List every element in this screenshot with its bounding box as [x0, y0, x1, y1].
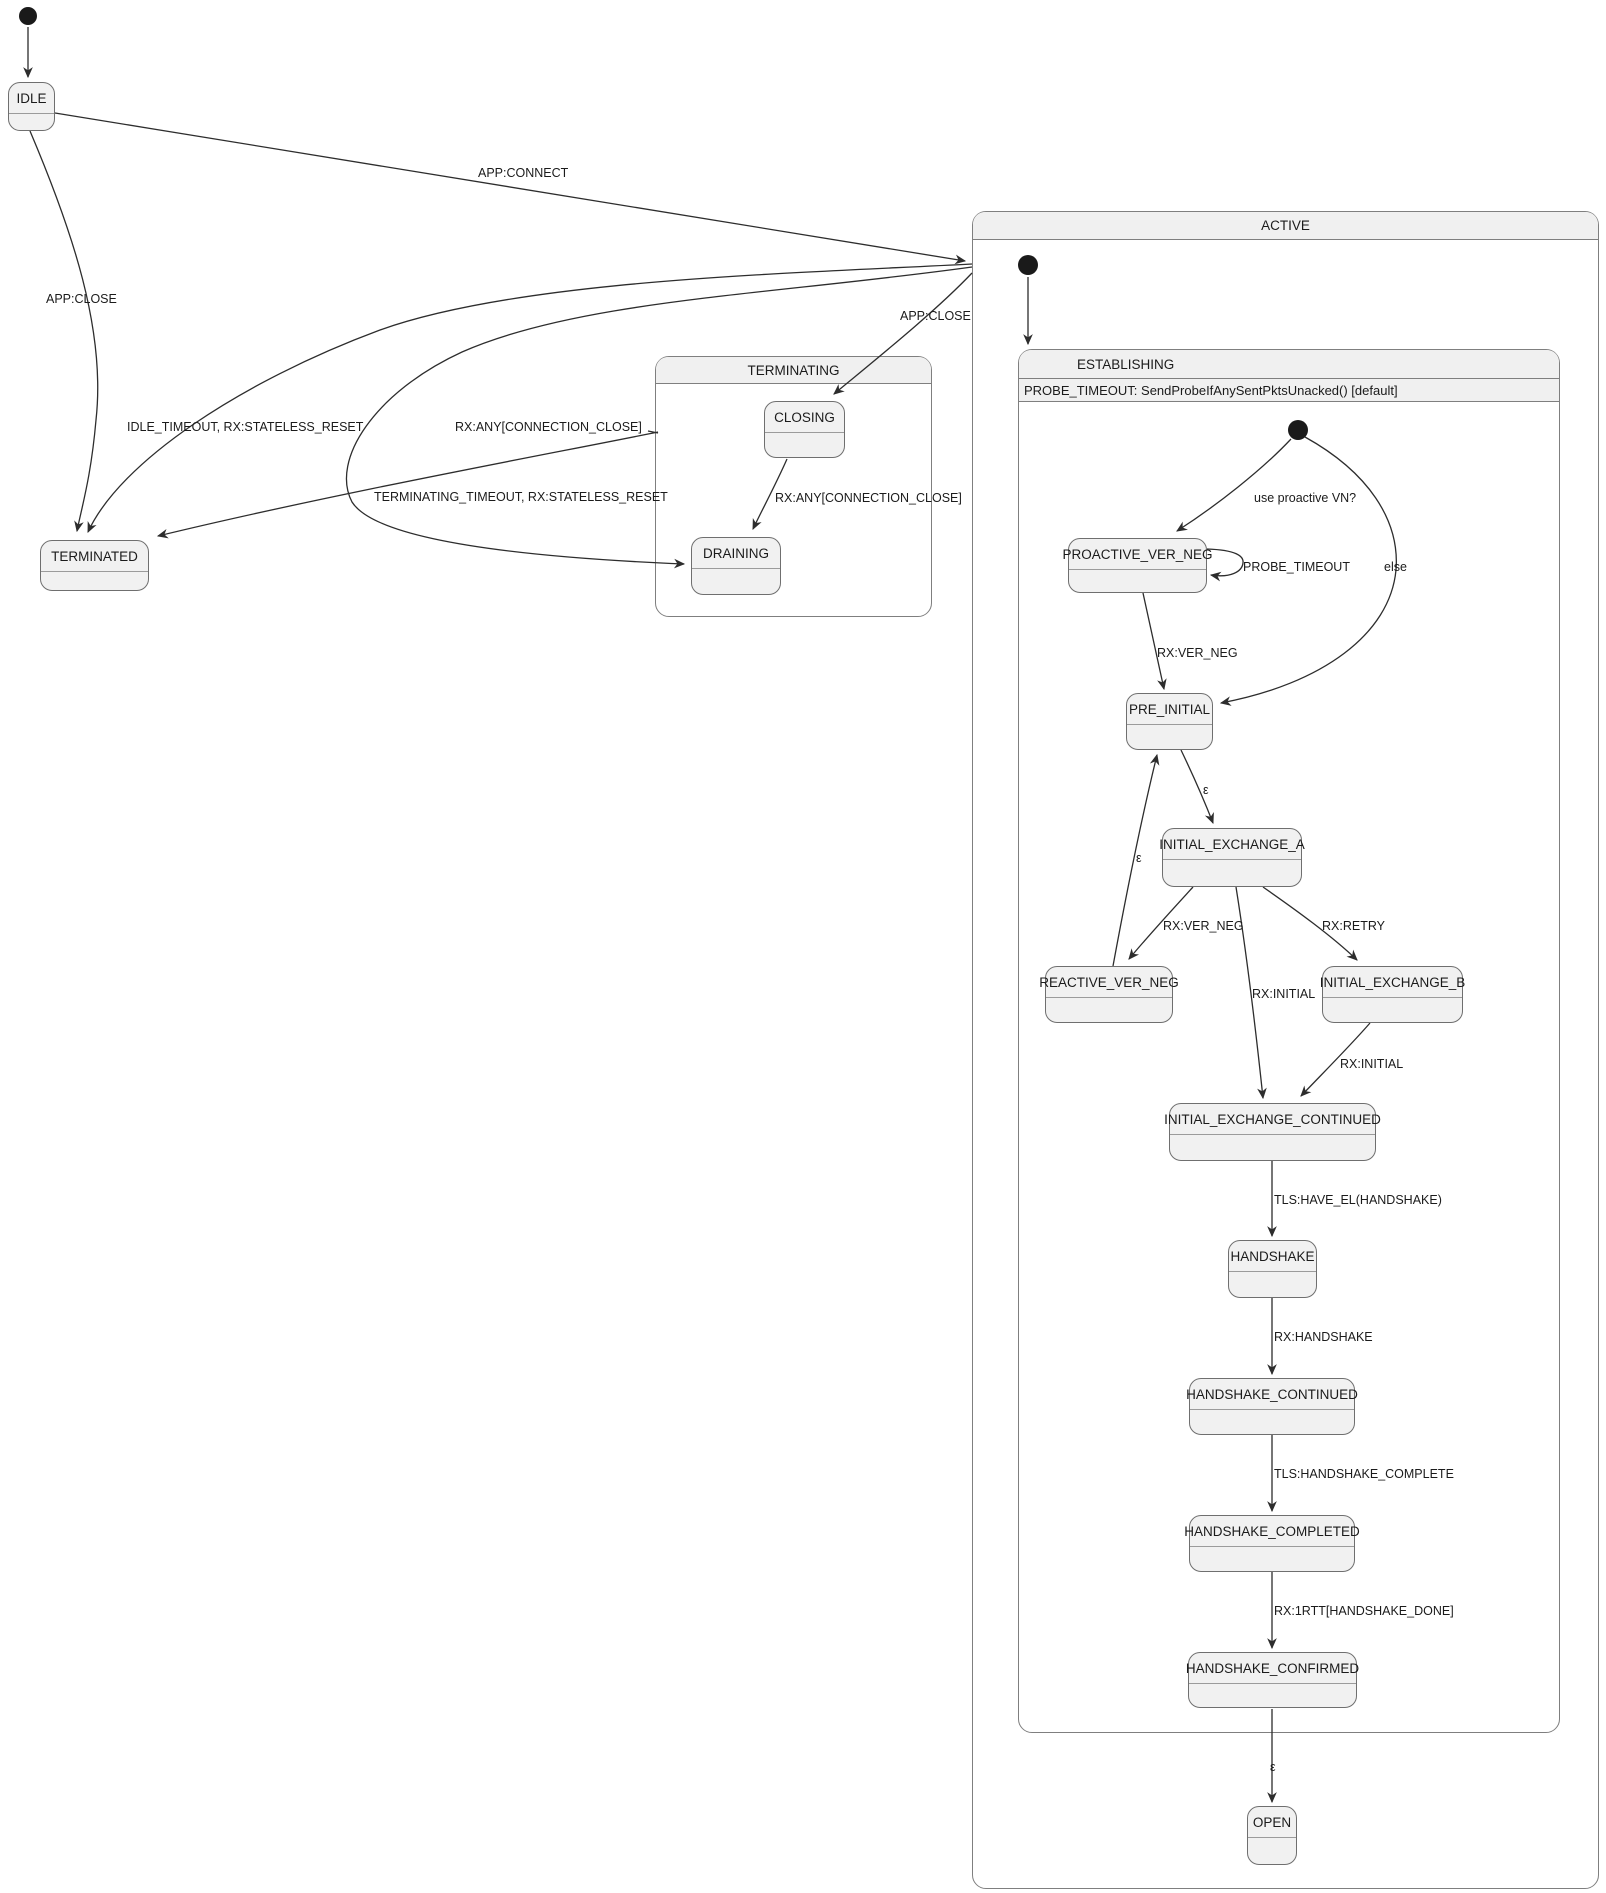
state-title: IDLE: [9, 83, 54, 114]
state-initial-exchange-b: [1319, 966, 1466, 1023]
edge-label-rx-initial-2: RX:INITIAL: [1340, 1057, 1404, 1071]
edge-idle-to-terminated: [30, 131, 98, 531]
state-title: HANDSHAKE: [1229, 1241, 1316, 1272]
state-title: OPEN: [1248, 1807, 1296, 1838]
edge-label-use-proactive: use proactive VN?: [1254, 491, 1357, 505]
edge-label-terminating-timeout: TERMINATING_TIMEOUT, RX:STATELESS_RESET: [374, 490, 668, 504]
establishing-action-text: PROBE_TIMEOUT: SendProbeIfAnySentPktsUnacked() [default]: [1024, 382, 1398, 398]
container-title-text: TERMINATING: [747, 362, 840, 378]
state-title: INITIAL_EXCHANGE_A: [1163, 829, 1301, 860]
edge-label-rx-retry: RX:RETRY: [1322, 919, 1385, 933]
edge-label-idle-timeout: IDLE_TIMEOUT, RX:STATELESS_RESET: [127, 420, 364, 434]
initial-state-dot: [19, 7, 37, 25]
container-title-text: ACTIVE: [1261, 218, 1310, 233]
edge-label-rx-initial-1: RX:INITIAL: [1252, 987, 1316, 1001]
state-closing: [764, 401, 845, 458]
edge-label-app-close-idle: APP:CLOSE: [46, 292, 117, 306]
state-title: INITIAL_EXCHANGE_CONTINUED: [1170, 1104, 1375, 1135]
state-title: PROACTIVE_VER_NEG: [1069, 539, 1206, 570]
edge-label-app-connect: APP:CONNECT: [478, 166, 569, 180]
state-reactive-ver-neg: [1039, 966, 1179, 1023]
state-title: PRE_INITIAL: [1127, 694, 1212, 725]
state-initial-exchange-continued: [1164, 1103, 1381, 1161]
edge-label-eps3: ε: [1270, 1760, 1276, 1774]
edge-active-to-closing: [834, 273, 972, 394]
container-title-text: ESTABLISHING: [1077, 356, 1175, 372]
state-handshake-completed: [1184, 1515, 1360, 1572]
edge-idle-to-active: [55, 113, 965, 261]
edge-label-rx-ver-neg-1: RX:VER_NEG: [1157, 646, 1238, 660]
state-title: REACTIVE_VER_NEG: [1046, 967, 1172, 998]
state-title: INITIAL_EXCHANGE_B: [1323, 967, 1462, 998]
state-idle: [8, 82, 55, 131]
state-handshake-continued: [1186, 1378, 1358, 1435]
state-title: CLOSING: [765, 402, 844, 433]
state-initial-exchange-a: [1159, 828, 1305, 887]
edge-label-rx-1rtt: RX:1RTT[HANDSHAKE_DONE]: [1274, 1604, 1454, 1618]
edge-label-rx-ver-neg-2: RX:VER_NEG: [1163, 919, 1244, 933]
edge-label-eps1: ε: [1203, 783, 1209, 797]
edge-active-to-draining: [346, 267, 972, 564]
edge-label-tls-hs-complete: TLS:HANDSHAKE_COMPLETE: [1274, 1467, 1454, 1481]
state-title: HANDSHAKE_CONTINUED: [1190, 1379, 1354, 1410]
state-draining: [691, 537, 781, 595]
state-terminated: [40, 540, 149, 591]
state-proactive-ver-neg: [1062, 538, 1213, 593]
active-initial-dot: [1018, 255, 1038, 275]
edge-label-rx-any-outer: RX:ANY[CONNECTION_CLOSE]: [455, 420, 642, 434]
state-handshake-confirmed: [1185, 1652, 1360, 1708]
state-title: HANDSHAKE_CONFIRMED: [1189, 1653, 1356, 1684]
edge-label-else: else: [1384, 560, 1407, 574]
edge-label-rx-any-inner: RX:ANY[CONNECTION_CLOSE]: [775, 491, 962, 505]
edge-label-tls-have-el: TLS:HAVE_EL(HANDSHAKE): [1274, 1193, 1442, 1207]
state-handshake: [1228, 1240, 1317, 1298]
edge-proactive-to-pre-initial: [1143, 593, 1164, 689]
state-pre-initial: [1126, 693, 1213, 750]
edge-label-eps2: ε: [1136, 851, 1142, 865]
edge-label-probe-timeout: PROBE_TIMEOUT: [1243, 560, 1350, 574]
edge-terminating-to-terminated: [158, 432, 658, 536]
state-title: HANDSHAKE_COMPLETED: [1190, 1516, 1354, 1547]
edge-establishing-start-to-proactive: [1177, 439, 1291, 531]
edge-label-rx-handshake: RX:HANDSHAKE: [1274, 1330, 1373, 1344]
state-title: DRAINING: [692, 538, 780, 569]
state-open: [1247, 1806, 1297, 1865]
edge-label-app-close-active: APP:CLOSE: [900, 309, 971, 323]
state-title: TERMINATED: [41, 541, 148, 572]
